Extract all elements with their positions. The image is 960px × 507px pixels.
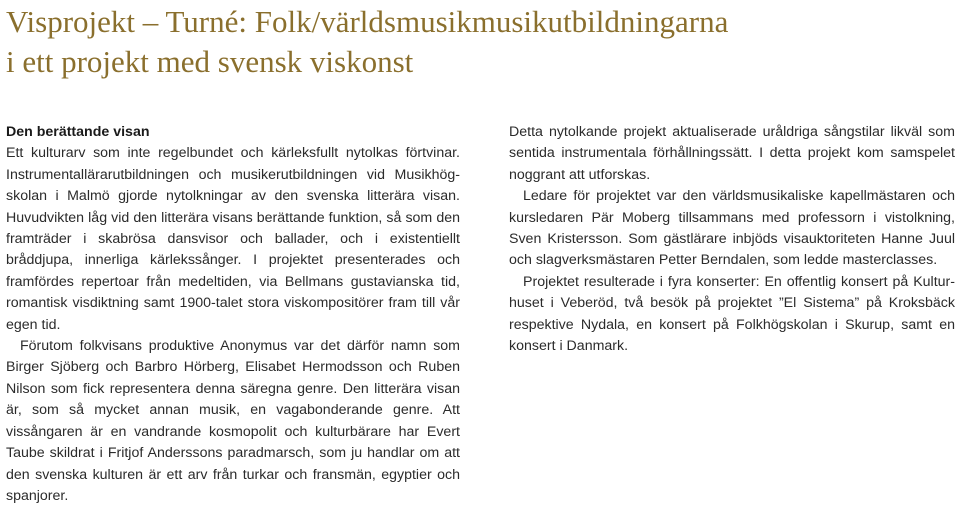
right-column <box>509 122 955 357</box>
left-paragraph-1: Ett kulturarv som inte regelbundet och kärleksfullt nytolkas förtvinar. Instrumentallärarutbildningen och musikerutbildningen vid Musikhög-skolan i Malmö gjorde nytolkningar av den svenska litterära visan. Huvudvikten låg vid den litterära visans berättande funktion, så som den framträder i skabrösa dansvisor och ballader, och i existentiellt bråddjupa, innerliga kärlekssånger. I projektet presenterades och framfördes repertoar från medeltiden, via Bellmans gustavianska tid, romantisk visdiktning samt 1900-talet stora viskompositörer fram till vår egen tid. <box>6 145 460 333</box>
right-paragraph-2: Ledare för projektet var den världsmusikaliske kapellmästaren och kursledaren Pär Moberg tillsammans med professorn i vistolkning, Sven Kristersson. Som gästlärare inbjöds visauktoriteten Hanne Juul och slagverksmästaren Petter Berndalen, som ledde masterclasses. <box>509 188 955 269</box>
title-line-2: i ett projekt med svensk viskonst <box>6 44 414 79</box>
title-line-1: Visprojekt – Turné: Folk/världsmusikmusikutbildningarna <box>6 4 729 39</box>
right-paragraph-3: Projektet resulterade i fyra konserter: En offentlig konsert på Kultur-huset i Veberöd, två besök på projektet ”El Sistema” på Kroksbäck respektive Nydala, en konsert på Folkhögskolan i Skurup, samt en konsert i Danmark. <box>509 273 955 355</box>
right-paragraph-1: Detta nytolkande projekt aktualiserade uråldriga sångstilar likväl som sentida instrumentala förhållningssätt. I detta projekt kom samspelet noggrant att utforskas. <box>509 124 955 183</box>
left-column <box>6 122 460 507</box>
left-paragraph-2: Förutom folkvisans produktive Anonymus var det därför namn som Birger Sjöberg och Barbro Hörberg, Elisabet Hermodsson och Ruben Nilson som fick representera denna säregna genre. Den litterära visan är, som så mycket annan musik, en vagabonderande genre. Att vissångaren är en vandrande kosmopolit och kulturbärare har Evert Taube skildrat i Fritjof Anderssons paradmarsch, som ju handlar om att den svenska kulturen är ett arv från turkar och fransmän, egyptier och spanjorer. <box>6 338 460 504</box>
page-title <box>6 2 946 82</box>
section-heading: Den berättande visan <box>6 124 150 140</box>
